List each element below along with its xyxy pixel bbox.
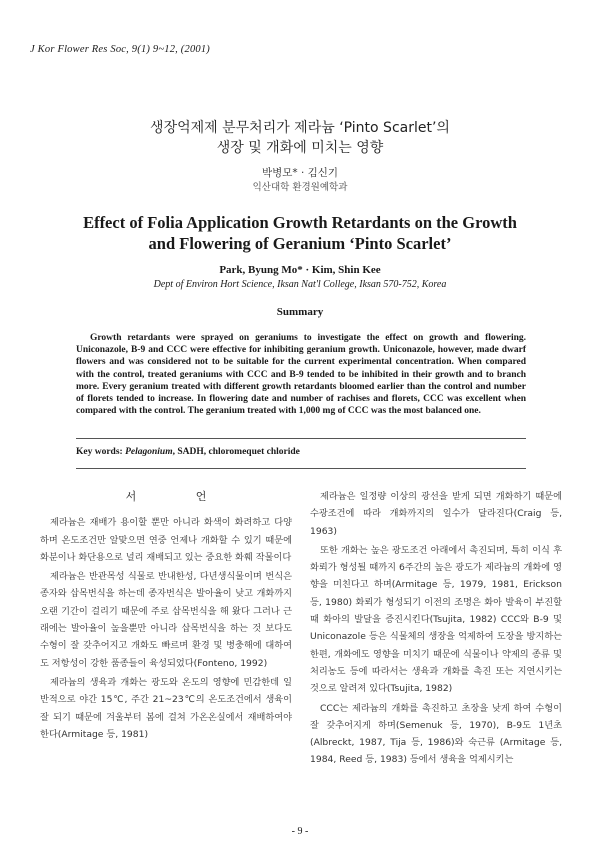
english-affiliation: Dept of Environ Hort Science, Iksan Nat'l College, Iksan 570-752, Korea <box>153 279 447 290</box>
body-paragraph: 제라늄은 반관목성 식물로 반내한성, 다년생식물이며 번식은 종자와 삽목번식을 하는데 종자번식은 발아율이 낮고 개화까지 오랜 기간이 걸리기 때문에 주로 삽목번식을 해 왔다 그러나 근래에는 발아율이 높을뿐만 아니라 삽목번식을 하는 것 보다도 수형이 잘 갖추어지고 개화도 빠르며 환경 및 병충해에 대하여도 저항성이 강한 품종들이 육성되었다(Fonteno, 1992) <box>40 571 292 669</box>
body-paragraph: 제라늄은 재배가 용이할 뿐만 아니라 화색이 화려하고 다양하며 온도조건만 알맞으면 연중 언제나 개화할 수 있기 때문에 화분이나 화단용으로 널리 재배되고 있는 중요한 화훼 작물이다 <box>40 517 292 563</box>
keywords-line <box>76 447 300 457</box>
page-number: - 9 - <box>291 826 309 837</box>
english-title-line-1: Effect of Folia Application Growth Retardants on the Growth <box>83 213 517 232</box>
korean-affiliation: 익산대학 환경원예학과 <box>252 182 348 193</box>
summary-abstract: Growth retardants were sprayed on geraniums to investigate the effect on growth and flowering. Uniconazole, B-9 and CCC were effective for inhibiting geranium growth. Uniconazole, however, made dwarf flowers and was considered not to be suitable for the current experimental concentration. When compared with the control, treated geraniums with CCC and B-9 tended to be inhibited in their growth and to branch more. Every geranium treated with different growth retardants bloomed earlier than the control and number of florets tended to increase. In flowering date and number of rachises and florets, CCC was excellent when compared with the control. The geranium treated with 1,000 mg of CCC was the most balanced one. <box>76 333 526 417</box>
keywords-label: Key words: <box>76 447 123 457</box>
english-title <box>0 212 600 254</box>
keywords-rest: , SADH, chloromequet chloride <box>172 447 300 457</box>
body-column-left <box>40 488 292 743</box>
korean-title-line-1: 생장억제제 분무처리가 제라늄 ‘Pinto Scarlet’의 <box>150 120 450 136</box>
body-column-right <box>310 488 562 769</box>
body-paragraph: 또한 개화는 높은 광도조건 아래에서 촉진되며, 특히 이식 후 화뢰가 형성될 때까지 6주간의 높은 광도가 제라늄의 개화에 영향을 미친다고 하며(Armitage 등, 1979, 1981, Erickson 등, 1980) 화뢰가 형성되기 이전의 조명은 화아 발육이 부진할 때 화아의 발달을 증진시킨다(Tsujita, 1982) CCC와 B-9 및 Uniconazole 등은 식물체의 생장을 억제하여 도장을 방지하는 한편, 개화에도 영향을 미치기 때문에 식물이나 약제의 종류 및 처리농도 등에 따라서는 생육과 개화를 촉진 또는 지연시키는 것으로 알려져 있다(Tsujita, 1982) <box>310 544 562 695</box>
korean-title-line-2: 생장 및 개화에 미치는 영향 <box>216 140 384 156</box>
body-paragraph: 제라늄의 생육과 개화는 광도와 온도의 영향에 민감한데 일반적으로 야간 15℃, 주간 21~23℃의 온도조건에서 생육이 잘 되기 때문에 겨울부터 봄에 걸쳐 가온온실에서 재배하여야 한다(Armitage 등, 1981) <box>40 676 292 740</box>
section-heading-introduction: 서 언 <box>125 490 235 503</box>
journal-citation: J Kor Flower Res Soc, 9(1) 9~12, (2001) <box>30 44 210 55</box>
english-authors: Park, Byung Mo* · Kim, Shin Kee <box>219 264 381 276</box>
body-paragraph: 제라늄은 일정량 이상의 광선을 받게 되면 개화하기 때문에 수광조건에 따라 개화까지의 일수가 달라진다(Craig 등, 1963) <box>310 491 562 537</box>
summary-heading: Summary <box>276 306 324 318</box>
divider-bottom <box>76 468 526 469</box>
keywords-italic-term: Pelagonium <box>125 447 173 457</box>
korean-title <box>0 118 600 158</box>
body-paragraph: CCC는 제라늄의 개화를 촉진하고 초장을 낮게 하여 수형이 잘 갖추어지게 하며(Semenuk 등, 1970), B-9도 1년초(Albreckt, 1987, Tija 등, 1986)와 숙근류 (Armitage 등, 1984, Reed 등, 1983) 등에서 생육을 억제시키는 <box>310 702 562 766</box>
english-title-line-2: and Flowering of Geranium ‘Pinto Scarlet’ <box>148 234 452 253</box>
divider-top <box>76 438 526 439</box>
korean-authors: 박병모* · 김신기 <box>261 167 339 179</box>
